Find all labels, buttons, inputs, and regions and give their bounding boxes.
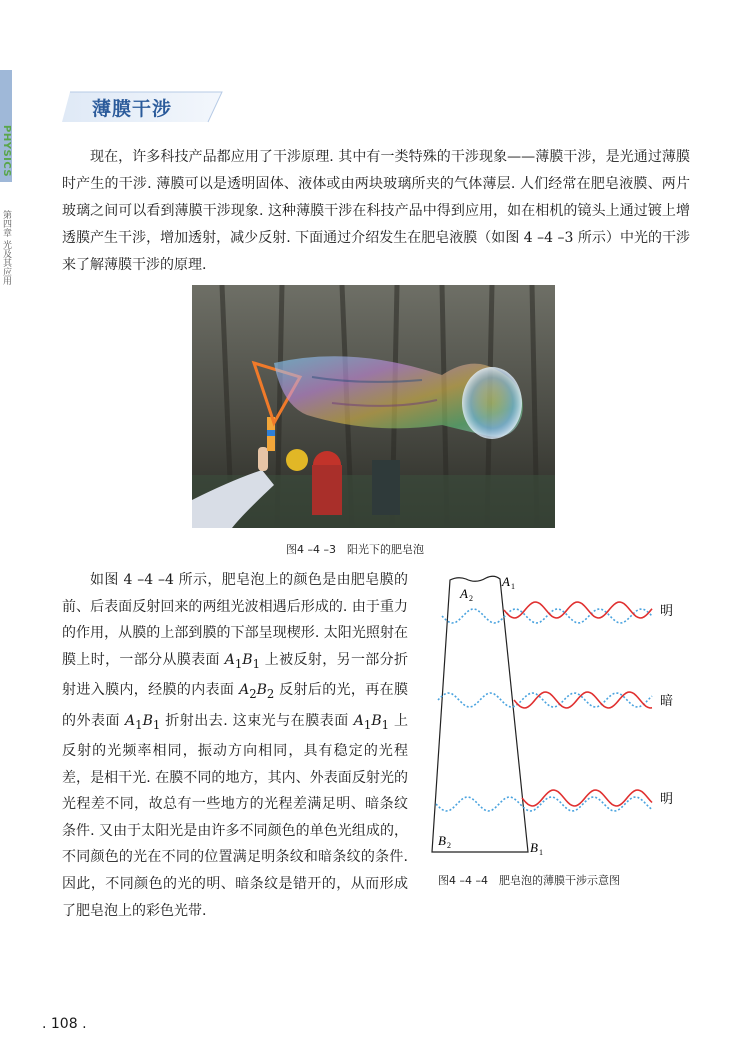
reflected-wave-outer-3: [522, 790, 652, 806]
label-a2: A: [460, 586, 468, 601]
row-label-1: 明: [660, 604, 674, 619]
label-b2-sub: 2: [447, 841, 451, 850]
label-b2: B: [438, 833, 446, 848]
diagram-caption: 图4 –4 –4 肥皂泡的薄膜干涉示意图: [438, 874, 620, 887]
label-b1-sub: 1: [539, 848, 543, 857]
sidebar-physics-label: PHYSICS: [1, 125, 12, 178]
page-number: . 108 .: [42, 1016, 87, 1032]
section-banner: [62, 90, 224, 124]
section-title: 薄膜干涉: [92, 98, 173, 120]
intro-paragraph: 现在，许多科技产品都应用了干涉原理. 其中有一类特殊的干涉现象——薄膜干涉，是光通过薄膜时产生的干涉. 薄膜可以是透明固体、液体或由两块玻璃所夹的气体薄层. 人们经常在肥皂液膜、两片玻璃之间可以看到薄膜干涉现象. 这种薄膜干涉在科技产品中得到应用，如在相机的镜头上通过镀上增透膜产生干涉，增加透射，减少反射. 下面通过介绍发生在肥皂液膜（如图 4 –4 –3 所示）中光的干涉来了解薄膜干涉的原理.: [62, 149, 690, 273]
explanation-paragraph: 如图 4 –4 –4 所示，肥皂泡上的颜色是由肥皂膜的前、后表面反射回来的两组光波相遇后形成的. 由于重力的作用，从膜的上部到膜的下部呈现楔形. 太阳光照射在膜上时，一部分从膜表面 $A_1B_1$ 上被反射，另一部分折射进入膜内，经膜的内表面 $A_2B_2$ 反射后的光，再在膜的外表面 $A_1B_1$ 折射出去. 这束光与在膜表面 $A_1B_1$ 上反射的光频率相同，振动方向相同，具有稳定的光程差，是相干光. 在膜不同的地方，其内、外表面反射光的光程差不同，故总有一些地方的光程差满足明、暗条纹条件. 又由于太阳光是由许多不同颜色的单色光组成的，不同颜色的光在不同的位置满足明条纹和暗条纹的条件. 因此，不同颜色的光的明、暗条纹是错开的，从而形成了肥皂泡上的彩色光带.: [62, 572, 409, 919]
label-b1: B: [530, 840, 538, 855]
reflected-wave-outer-1: [504, 602, 652, 618]
photo-caption: 图4 –4 –3 阳光下的肥皂泡: [286, 543, 424, 556]
label-a1: A: [502, 574, 510, 589]
row-label-3: 明: [660, 792, 674, 807]
sidebar-chapter-label: 第四章 光及其应用: [1, 210, 11, 285]
thin-film-interference-diagram: [430, 570, 680, 862]
label-a1-sub: 1: [511, 582, 515, 591]
row-label-2: 暗: [660, 694, 674, 709]
label-a2-sub: 2: [469, 594, 473, 603]
soap-bubble-photo: [192, 285, 555, 528]
reflected-wave-outer-2: [514, 692, 652, 708]
